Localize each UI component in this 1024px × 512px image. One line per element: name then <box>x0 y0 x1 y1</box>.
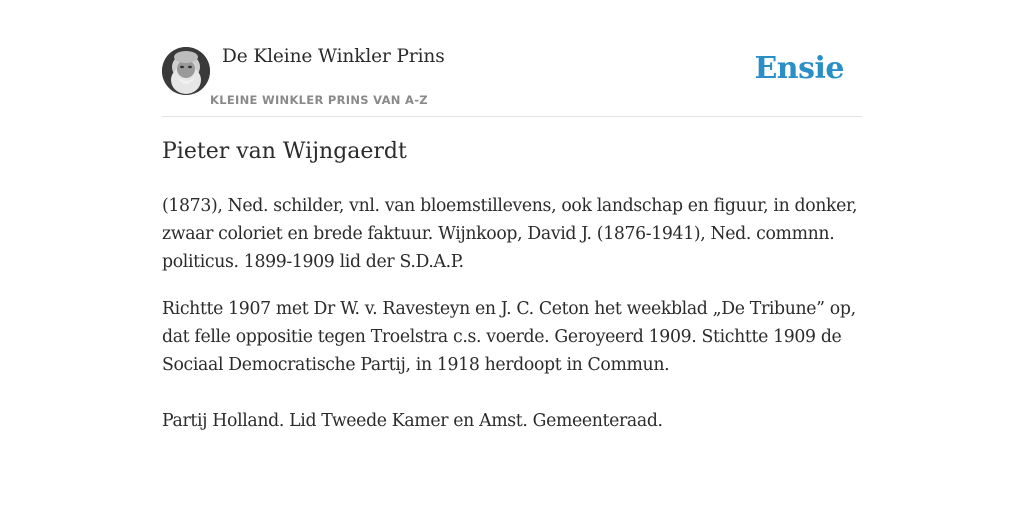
author-avatar[interactable] <box>162 47 210 95</box>
source-subtitle: KLEINE WINKLER PRINS VAN A-Z <box>210 93 428 107</box>
ensie-logo-link[interactable]: Ensie <box>754 51 844 86</box>
source-title[interactable]: De Kleine Winkler Prins <box>222 46 445 67</box>
portrait-image <box>162 47 210 95</box>
article-paragraph-1: (1873), Ned. schilder, vnl. van bloemstillevens, ook landschap en figuur, in donker, zwaar coloriet en brede faktuur. Wijnkoop, David J. (1876-1941), Ned. commnn. politicus. 1899-1909 lid der S.D.A.P. <box>162 196 858 272</box>
article-title: Pieter van Wijngaerdt <box>162 139 407 164</box>
article-paragraph-3: Partij Holland. Lid Tweede Kamer en Amst. Gemeenteraad. <box>162 411 663 431</box>
source-header <box>162 44 862 117</box>
article-paragraph-2: Richtte 1907 met Dr W. v. Ravesteyn en J. C. Ceton het weekblad „De Tribune” op, dat felle oppositie tegen Troelstra c.s. voerde. Geroyeerd 1909. Stichtte 1909 de Sociaal Democratische Partij, in 1918 herdoopt in Commun. <box>162 299 856 375</box>
